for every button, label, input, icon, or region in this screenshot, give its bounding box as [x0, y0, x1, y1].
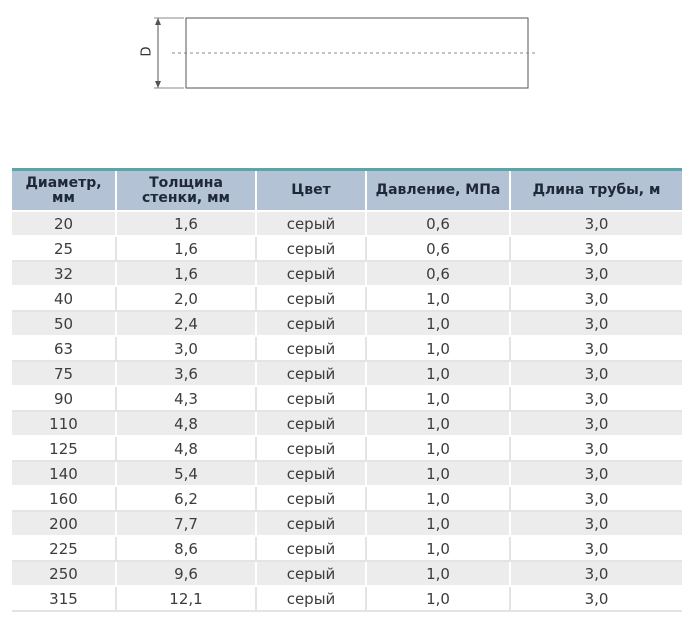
- table-row: [12, 561, 682, 586]
- cell-pressure: 1,0: [366, 586, 510, 611]
- header-diameter: Диаметр, мм: [12, 171, 116, 211]
- table-row: [12, 236, 682, 261]
- cell-wall-thickness: 1,6: [116, 236, 256, 261]
- cell-diameter: 63: [12, 336, 116, 361]
- cell-wall-thickness: 9,6: [116, 561, 256, 586]
- table-row: [12, 411, 682, 436]
- cell-diameter: 75: [12, 361, 116, 386]
- cell-diameter: 110: [12, 411, 116, 436]
- cell-wall-thickness: 3,6: [116, 361, 256, 386]
- cell-wall-thickness: 12,1: [116, 586, 256, 611]
- table-row: [12, 361, 682, 386]
- cell-diameter: 140: [12, 461, 116, 486]
- cell-pressure: 1,0: [366, 361, 510, 386]
- table-row: [12, 461, 682, 486]
- cell-diameter: 315: [12, 586, 116, 611]
- cell-wall-thickness: 1,6: [116, 261, 256, 286]
- cell-pressure: 0,6: [366, 211, 510, 236]
- cell-diameter: 250: [12, 561, 116, 586]
- cell-color: серый: [256, 561, 366, 586]
- cell-diameter: 125: [12, 436, 116, 461]
- cell-color: серый: [256, 336, 366, 361]
- cell-pressure: 1,0: [366, 286, 510, 311]
- cell-color: серый: [256, 286, 366, 311]
- cell-wall-thickness: 3,0: [116, 336, 256, 361]
- cell-wall-thickness: 8,6: [116, 536, 256, 561]
- table-row: [12, 486, 682, 511]
- pipe-spec-table-container: [12, 168, 682, 612]
- cell-diameter: 20: [12, 211, 116, 236]
- cell-wall-thickness: 4,8: [116, 436, 256, 461]
- table-body: [12, 211, 682, 611]
- cell-color: серый: [256, 461, 366, 486]
- cell-pipe-length: 3,0: [510, 411, 682, 436]
- cell-wall-thickness: 4,8: [116, 411, 256, 436]
- dimension-label: D: [139, 46, 155, 57]
- cell-pipe-length: 3,0: [510, 336, 682, 361]
- cell-pressure: 1,0: [366, 536, 510, 561]
- cell-pipe-length: 3,0: [510, 486, 682, 511]
- table-row: [12, 386, 682, 411]
- header-color: Цвет: [256, 171, 366, 211]
- cell-color: серый: [256, 361, 366, 386]
- cell-pipe-length: 3,0: [510, 286, 682, 311]
- table-row: [12, 261, 682, 286]
- cell-color: серый: [256, 236, 366, 261]
- cell-pipe-length: 3,0: [510, 211, 682, 236]
- table-row: [12, 586, 682, 611]
- cell-color: серый: [256, 536, 366, 561]
- cell-pipe-length: 3,0: [510, 261, 682, 286]
- pipe-body: [186, 18, 528, 88]
- cell-wall-thickness: 6,2: [116, 486, 256, 511]
- header-pressure: Давление, МПа: [366, 171, 510, 211]
- cell-diameter: 25: [12, 236, 116, 261]
- table-row: [12, 336, 682, 361]
- cell-pressure: 1,0: [366, 561, 510, 586]
- cell-color: серый: [256, 211, 366, 236]
- table-header-row: [12, 171, 682, 211]
- dimension-arrow-top: [155, 18, 161, 25]
- cell-color: серый: [256, 261, 366, 286]
- cell-diameter: 50: [12, 311, 116, 336]
- cell-pipe-length: 3,0: [510, 236, 682, 261]
- cell-pipe-length: 3,0: [510, 561, 682, 586]
- cell-pipe-length: 3,0: [510, 586, 682, 611]
- cell-wall-thickness: 7,7: [116, 511, 256, 536]
- cell-pipe-length: 3,0: [510, 386, 682, 411]
- table-row: [12, 536, 682, 561]
- table-row: [12, 311, 682, 336]
- cell-pipe-length: 3,0: [510, 361, 682, 386]
- cell-pressure: 1,0: [366, 336, 510, 361]
- cell-wall-thickness: 2,4: [116, 311, 256, 336]
- table-row: [12, 286, 682, 311]
- cell-diameter: 32: [12, 261, 116, 286]
- cell-pipe-length: 3,0: [510, 436, 682, 461]
- cell-color: серый: [256, 311, 366, 336]
- cell-pipe-length: 3,0: [510, 536, 682, 561]
- cell-pressure: 1,0: [366, 311, 510, 336]
- pipe-drawing: [138, 12, 558, 102]
- cell-wall-thickness: 4,3: [116, 386, 256, 411]
- cell-color: серый: [256, 411, 366, 436]
- cell-diameter: 200: [12, 511, 116, 536]
- cell-pipe-length: 3,0: [510, 511, 682, 536]
- pipe-diagram: [138, 12, 558, 102]
- cell-pressure: 1,0: [366, 436, 510, 461]
- pipe-spec-table: [12, 171, 682, 612]
- table-row: [12, 511, 682, 536]
- cell-wall-thickness: 1,6: [116, 211, 256, 236]
- cell-diameter: 40: [12, 286, 116, 311]
- cell-wall-thickness: 2,0: [116, 286, 256, 311]
- table-row: [12, 211, 682, 236]
- cell-pipe-length: 3,0: [510, 311, 682, 336]
- cell-pressure: 1,0: [366, 411, 510, 436]
- cell-color: серый: [256, 511, 366, 536]
- cell-pressure: 0,6: [366, 261, 510, 286]
- cell-color: серый: [256, 436, 366, 461]
- cell-pressure: 1,0: [366, 461, 510, 486]
- cell-color: серый: [256, 486, 366, 511]
- dimension-arrow-bottom: [155, 81, 161, 88]
- cell-color: серый: [256, 386, 366, 411]
- cell-diameter: 225: [12, 536, 116, 561]
- cell-pressure: 1,0: [366, 486, 510, 511]
- cell-pressure: 0,6: [366, 236, 510, 261]
- cell-pipe-length: 3,0: [510, 461, 682, 486]
- cell-pressure: 1,0: [366, 386, 510, 411]
- cell-diameter: 90: [12, 386, 116, 411]
- cell-diameter: 160: [12, 486, 116, 511]
- cell-pressure: 1,0: [366, 511, 510, 536]
- table-row: [12, 436, 682, 461]
- cell-color: серый: [256, 586, 366, 611]
- cell-wall-thickness: 5,4: [116, 461, 256, 486]
- header-wall-thickness: Толщина стенки, мм: [116, 171, 256, 211]
- header-pipe-length: Длина трубы, м: [510, 171, 682, 211]
